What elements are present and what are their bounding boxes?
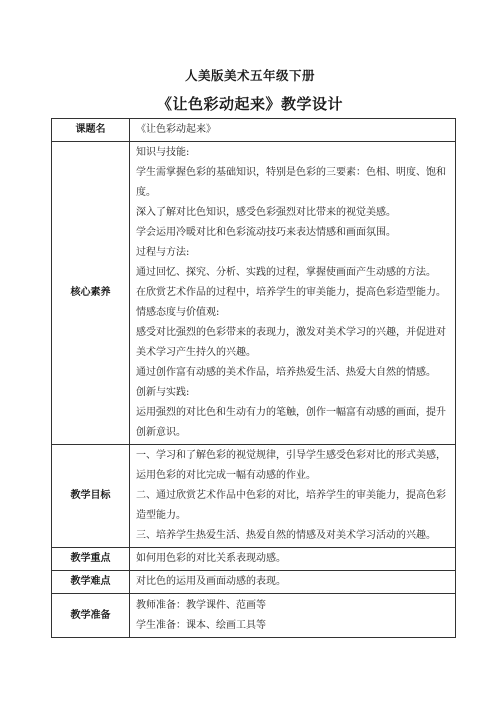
content-line: 知识与技能:: [136, 147, 190, 158]
row-content: [130, 119, 456, 142]
row-label: 教学重点: [52, 548, 130, 571]
row-content: [130, 142, 456, 445]
row-label: 教学目标: [52, 445, 130, 548]
row-preparation: [52, 594, 456, 638]
row-content: [130, 571, 456, 594]
content-line: 学生准备：课本、绘画工具等: [136, 619, 266, 631]
row-teaching-goals: [52, 445, 456, 548]
lesson-plan-table: [51, 118, 456, 638]
content-line: 《让色彩动起来》: [136, 124, 216, 135]
content-line: 深入了解对比色知识，感受色彩强烈对比带来的视觉美感。: [136, 207, 396, 218]
content-line: 一、学习和了解色彩的视觉规律，引导学生感受色彩对比的形式美感，运用色彩的对比完成一幅有动感的作业。: [136, 450, 446, 481]
row-key-points: [52, 548, 456, 571]
content-line: 对比色的运用及画面动感的表现。: [136, 576, 286, 587]
content-line: 学生需掌握色彩的基础知识，特别是色彩的三要素：色相、明度、饱和度。: [136, 167, 446, 198]
document-subtitle: 人美版美术五年级下册: [184, 68, 315, 83]
row-content: [130, 594, 456, 638]
content-line: 三、培养学生热爱生活、热爱自然的情感及对美术学习活动的兴趣。: [136, 530, 436, 541]
content-line: 通过回忆、探究、分析、实践的过程，掌握使画面产生动感的方法。: [136, 267, 436, 278]
row-label: 核心素养: [52, 142, 130, 445]
content-line: 感受对比强烈的色彩带来的表现力，激发对美术学习的兴趣，并促进对美术学习产生持久的兴趣。: [136, 327, 446, 358]
content-line: 教师准备：教学课件、范画等: [136, 599, 266, 611]
content-line: 二、通过欣赏艺术作品中色彩的对比，培养学生的审美能力，提高色彩造型能力。: [136, 490, 446, 521]
row-label: 教学难点: [52, 571, 130, 594]
row-label: 课题名: [52, 119, 130, 142]
row-difficulties: [52, 571, 456, 594]
document-title: 《让色彩动起来》教学设计: [156, 95, 343, 113]
content-line: 运用强烈的对比色和生动有力的笔触，创作一幅富有动感的画面，提升创新意识。: [136, 407, 446, 438]
content-line: 创新与实践:: [136, 387, 190, 398]
content-line: 通过创作富有动感的美术作品，培养热爱生活、热爱大自然的情感。: [136, 367, 436, 378]
content-line: 过程与方法:: [136, 247, 190, 258]
content-line: 情感态度与价值观:: [136, 307, 220, 318]
row-content: [130, 445, 456, 548]
row-label: 教学准备: [52, 594, 130, 638]
row-content: [130, 548, 456, 571]
content-line: 如何用色彩的对比关系表现动感。: [136, 553, 286, 564]
content-line: 学会运用冷暖对比和色彩流动技巧来表达情感和画面氛围。: [136, 227, 396, 238]
row-core-literacy: [52, 142, 456, 445]
content-line: 在欣赏艺术作品的过程中，培养学生的审美能力，提高色彩造型能力。: [136, 287, 446, 298]
row-topic: [52, 119, 456, 142]
